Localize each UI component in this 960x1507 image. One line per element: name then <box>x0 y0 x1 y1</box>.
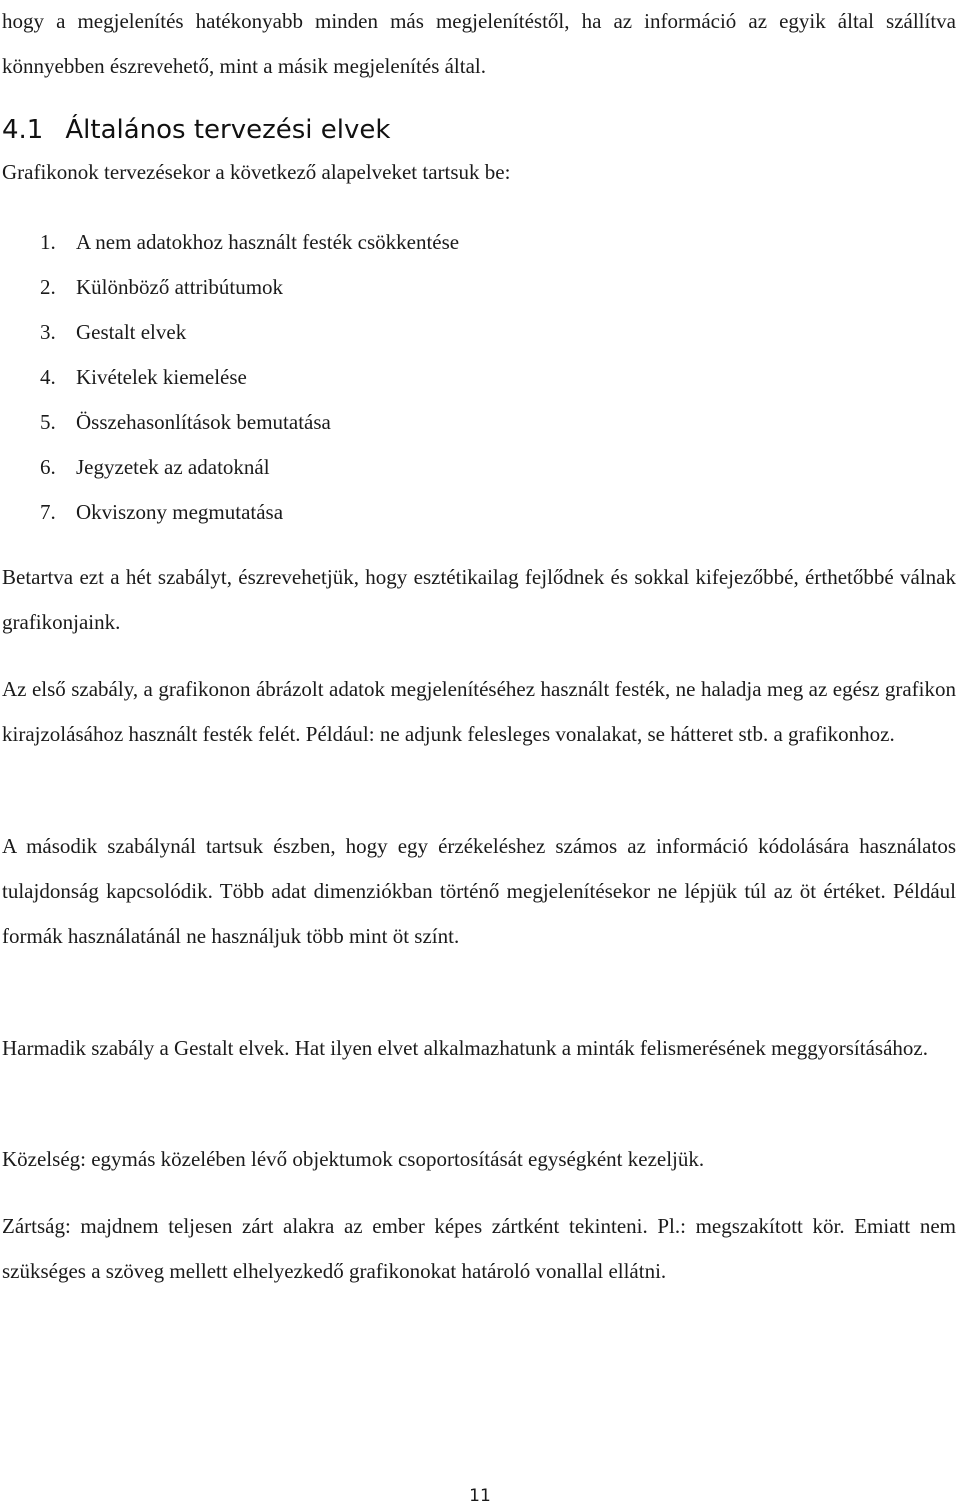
list-number: 5. <box>40 410 56 434</box>
list-item <box>40 445 459 490</box>
list-text: Jegyzetek az adatoknál <box>76 455 270 479</box>
list-item <box>40 400 459 445</box>
body-paragraph-proximity: Közelség: egymás közelében lévő objektumok csoportosítását egységként kezeljük. <box>2 1147 705 1171</box>
body-paragraph-summary: Betartva ezt a hét szabályt, észrevehetjük, hogy esztétikailag fejlődnek és sokkal kifejezőbbé, érthetőbbé válnak grafikonjaink. <box>2 565 956 634</box>
list-text: Kivételek kiemelése <box>76 365 247 389</box>
intro-paragraph: hogy a megjelenítés hatékonyabb minden más megjelenítéstől, ha az információ az egyik által szállítva könnyebben észrevehető, mint a másik megjelenítés által. <box>2 9 956 78</box>
list-number: 2. <box>40 275 56 299</box>
section-number: 4.1 <box>2 115 44 145</box>
list-text: Okviszony megmutatása <box>76 500 284 524</box>
list-number: 1. <box>40 230 56 254</box>
body-paragraph-rule-three: Harmadik szabály a Gestalt elvek. Hat ilyen elvet alkalmazhatunk a minták felismerésének meggyorsításához. <box>2 1036 928 1060</box>
section-title: Általános tervezési elvek <box>65 115 391 145</box>
list-text: A nem adatokhoz használt festék csökkentése <box>76 230 460 254</box>
list-text: Különböző attribútumok <box>76 275 284 299</box>
list-item <box>40 490 459 535</box>
list-number: 6. <box>40 455 56 479</box>
body-paragraph-rule-two: A második szabálynál tartsuk észben, hogy egy érzékeléshez számos az információ kódolására használatos tulajdonság kapcsolódik. Több adat dimenziókban történő megjelenítésekor ne lépjük túl az öt értéket. Például formák használatánál ne használjuk több mint öt színt. <box>2 834 956 948</box>
principles-list <box>40 220 459 535</box>
list-number: 3. <box>40 320 56 344</box>
body-paragraph-rule-one: Az első szabály, a grafikonon ábrázolt adatok megjelenítéséhez használt festék, ne haladja meg az egész grafikon kirajzolásához használt festék felét. Például: ne adjunk felesleges vonalakat, se hátteret stb. a grafikonhoz. <box>2 677 956 746</box>
list-number: 4. <box>40 365 56 389</box>
list-text: Összehasonlítások bemutatása <box>76 410 331 434</box>
list-item <box>40 220 459 265</box>
list-item <box>40 355 459 400</box>
section-heading <box>2 108 390 152</box>
list-item <box>40 265 459 310</box>
list-number: 7. <box>40 500 56 524</box>
body-paragraph-closure: Zártság: majdnem teljesen zárt alakra az ember képes zártként tekinteni. Pl.: megszakított kör. Emiatt nem szükséges a szöveg mellett elhelyezkedő grafikonokat határoló vonallal ellátni. <box>2 1214 956 1283</box>
section-lead: Grafikonok tervezésekor a következő alapelveket tartsuk be: <box>2 160 511 184</box>
list-item <box>40 310 459 355</box>
page-number: 11 <box>469 1486 491 1506</box>
list-text: Gestalt elvek <box>76 320 187 344</box>
